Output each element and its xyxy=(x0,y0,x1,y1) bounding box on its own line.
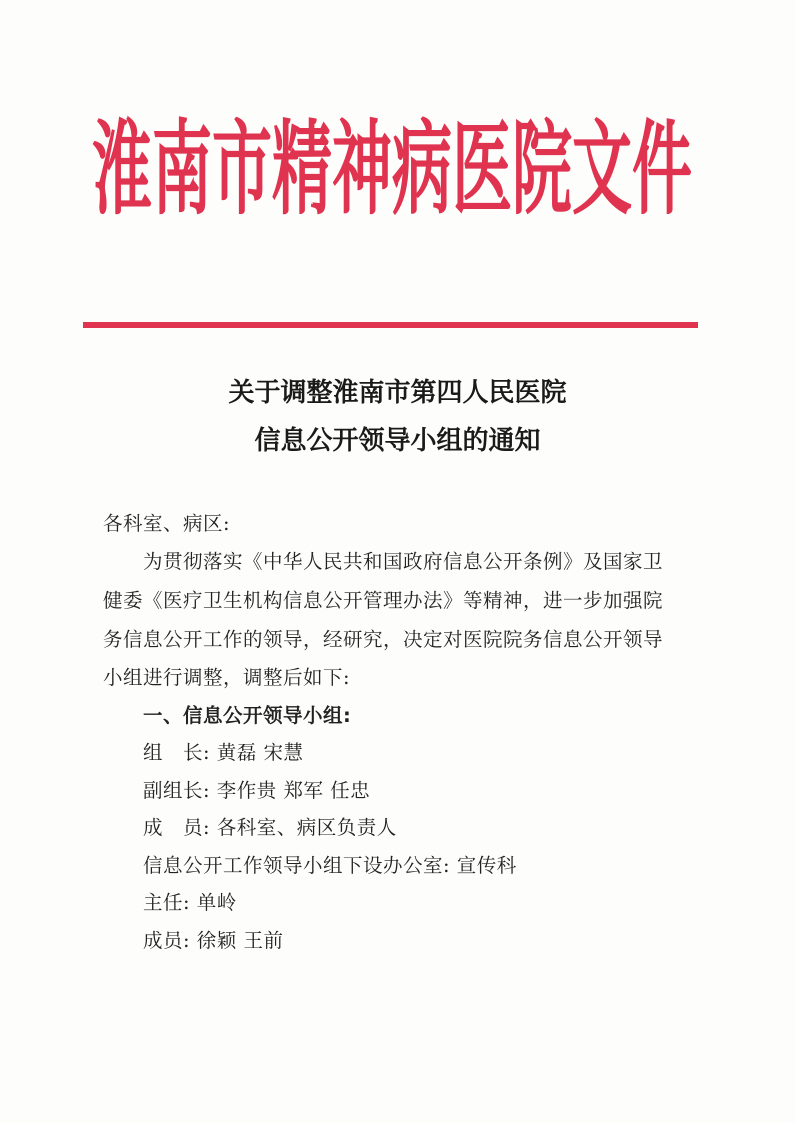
issuer-text: 淮南市精神病医院文件 xyxy=(92,111,692,231)
member-line: 主任: 单岭 xyxy=(143,891,237,914)
document-issuer-header xyxy=(92,111,692,231)
paragraph-line: 为贯彻落实《中华人民共和国政府信息公开条例》及国家卫 xyxy=(143,550,664,573)
paragraph-line: 务信息公开工作的领导，经研究，决定对医院院务信息公开领导 xyxy=(103,628,664,651)
document-title-line-2: 信息公开领导小组的通知 xyxy=(254,426,541,456)
member-line: 成 员: 各科室、病区负责人 xyxy=(143,816,397,839)
red-divider xyxy=(83,322,698,328)
document-title-line-1: 关于调整淮南市第四人民医院 xyxy=(228,378,567,408)
member-line: 信息公开工作领导小组下设办公室: 宣传科 xyxy=(143,854,517,877)
paragraph-line: 小组进行调整，调整后如下: xyxy=(103,666,351,689)
paragraph-line: 健委《医疗卫生机构信息公开管理办法》等精神，进一步加强院 xyxy=(103,589,664,612)
salutation: 各科室、病区: xyxy=(103,512,231,535)
section-heading: 一、信息公开领导小组: xyxy=(143,704,352,727)
member-line: 副组长: 李作贵 郑军 任忠 xyxy=(143,779,371,802)
member-line: 成员: 徐颖 王前 xyxy=(143,929,284,952)
member-line: 组 长: 黄磊 宋慧 xyxy=(143,741,304,764)
